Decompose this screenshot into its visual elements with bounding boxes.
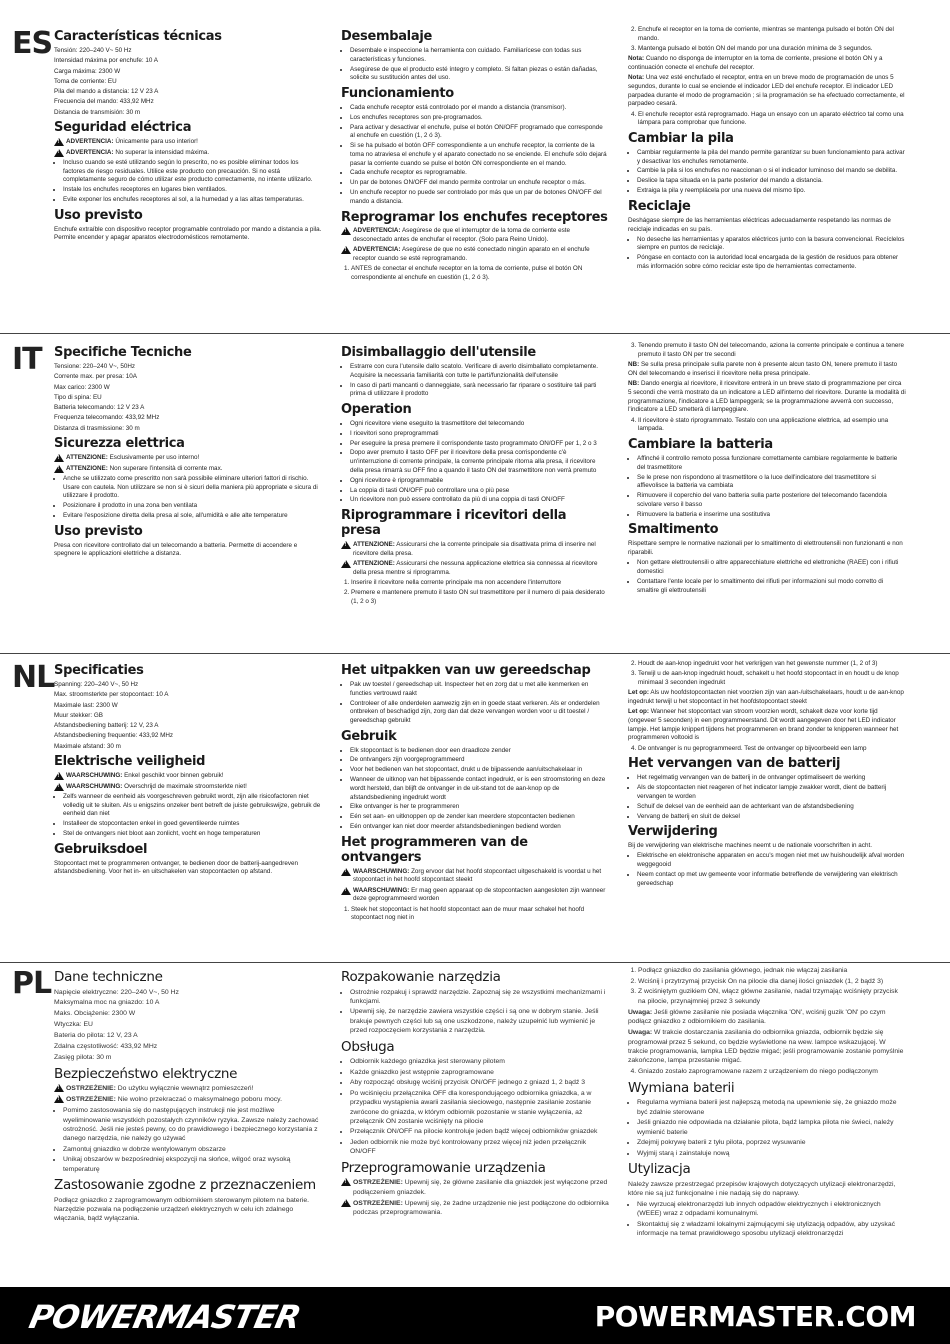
list-item: 2. Houdt de aan-knop ingedrukt voor het verkrijgen van het gewenste nummer (1, 2 of 3) bbox=[638, 660, 906, 669]
list-item: 4. De ontvanger is nu geprogrammeerd. Test de ontvanger op bijvoorbeeld een lamp bbox=[638, 745, 906, 754]
numbered-list bbox=[341, 579, 609, 606]
warning-label: WAARSCHUWING: bbox=[66, 782, 123, 790]
warning-icon bbox=[54, 465, 64, 473]
section-heading: Reciclaje bbox=[628, 198, 691, 214]
section-heading: Rozpakowanie narzędzia bbox=[341, 969, 501, 985]
bullet-list bbox=[341, 681, 609, 726]
section-es bbox=[0, 26, 950, 334]
list-item: • Evitare l'esposizione diretta della presa al sole, all'umidità e alle alte temperature bbox=[63, 512, 322, 521]
warning-line bbox=[341, 560, 609, 577]
list-item: • Eén set aan- en uitknoppen op de zender kan meerdere stopcontacten bedienen bbox=[350, 813, 609, 822]
warning-text: Upewnij się, że żadne urządzenie nie jest podłączone do odbiornika podczas przeprogramowania. bbox=[353, 1199, 609, 1217]
note-text: Una vez esté enchufado el receptor, entra en un breve modo de programación de unos 5 segundos, durante lo cual se enciende el indicador LED del enchufe receptor. El indicador LED parpadea durante el modo de programación ; si la programación se ha efectuado correctamente, el parpadeo cesará. bbox=[628, 74, 905, 108]
text-line: Bateria do pilota: 12 V, 23 A bbox=[54, 1032, 138, 1040]
note-line bbox=[628, 380, 906, 415]
text-line: Afstandsbediening batterij: 12 V, 23 A bbox=[54, 722, 159, 730]
section-heading: Características técnicas bbox=[54, 29, 222, 44]
text-line: Presa con ricevitore controllato dal un telecomando a batteria. Permette di accendere e spegnere le applicazioni elettriche a distanza. bbox=[54, 541, 298, 558]
numbered-list bbox=[628, 660, 906, 687]
list-item: • Anche se utilizzato come prescritto non sarà possibile eliminare ulteriori fattori di rischio. Usare con cautela. Non utilizzare se non si è sicuri della maniera più appropriate e sicura di utilizzare il prodotto. bbox=[63, 475, 322, 501]
note-line bbox=[628, 708, 906, 743]
text-line: Rispettare sempre le normative nazionali per lo smaltimento di elettroutensili non funzionanti e non riparabili. bbox=[628, 540, 903, 556]
list-item: • Rimuovere il coperchio del vano batteria sulla parte posteriore del telecomando facendola scivolare verso il basso bbox=[637, 492, 906, 509]
list-item: • Un enchufe receptor no puede ser controlado por más que un par de botones ON/OFF del mando a distancia. bbox=[350, 189, 609, 206]
text-line: Spanning: 220–240 V~, 50 Hz bbox=[54, 680, 139, 688]
list-item: 3. Z wciśniętym guzikiem ON, włącz główne zasilanie, nadal trzymając wciśnięty przycisk na pilocie, przynajmniej przez 3 sekundy bbox=[638, 987, 906, 1006]
bullet-list bbox=[341, 988, 609, 1036]
warning-line bbox=[54, 149, 322, 158]
column-1 bbox=[54, 342, 322, 561]
warning-label: ATTENZIONE: bbox=[66, 464, 108, 472]
list-item: • Unikaj obszarów w bezpośredniej ekspozycji na słońce, wilgoć oraz wysoką temperaturę bbox=[63, 1155, 322, 1174]
bullet-list bbox=[628, 455, 906, 519]
list-item: • Desembale e inspeccione la herramienta con cuidado. Familiarícese con todas sus características y funciones. bbox=[350, 47, 609, 64]
text-line: Frequenza telecomando: 433,92 MHz bbox=[54, 414, 160, 422]
section-heading: Cambiare la batteria bbox=[628, 437, 773, 453]
column-3 bbox=[628, 26, 906, 274]
text-line: Maks. Obciążenie: 2300 W bbox=[54, 1010, 136, 1018]
list-item: • Wanneer de uitknop van het bijpassende contact ingedrukt, er is een stroomstoring en deze wordt hersteld, dan blijft de ontvanger in de uit-stand tot de aan-knop op de afstandsbediening ingedrukt wordt bbox=[350, 776, 609, 802]
language-code: IT bbox=[12, 342, 42, 377]
section-heading: Zastosowanie zgodne z przeznaczeniem bbox=[54, 1177, 316, 1194]
list-item: • Stel de ontvangers niet bloot aan zonlicht, vocht en hoge temperaturen bbox=[63, 830, 322, 839]
bullet-list bbox=[341, 747, 609, 832]
list-item: • Posizionare il prodotto in una zona ben ventilata bbox=[63, 502, 322, 511]
list-item: • Deslice la tapa situada en la parte posterior del mando a distancia. bbox=[637, 177, 906, 186]
list-item: • Eén ontvanger kan niet door meerder afstandsbedieningen bediend worden bbox=[350, 823, 609, 832]
warning-icon bbox=[54, 149, 64, 157]
warning-label: WAARSCHUWING: bbox=[66, 772, 123, 780]
section-heading: Utylizacja bbox=[628, 1161, 691, 1178]
list-item: • Wyjmij starą i zainstaluje nową bbox=[637, 1149, 906, 1158]
warning-line bbox=[54, 1095, 322, 1104]
note-text: W trakcie dostarczania zasilania do odbiornika gniazda, odbiornik będzie się programował przez 5 sekund, co będzie wyświetlone na wew. lampce wskazującej. W trakcie programowania, lampka LED będzie migać; jeśli programowanie zostanie pomyślnie zakończone, lampa przestanie migać. bbox=[628, 1029, 904, 1065]
note-text: Als uw hoofdstopcontacten niet voorzien zijn van aan-/uitschakelaars, houdt u de aan-knop ingedrukt terwijl u het stopcontact in het hoofdstopcontact steekt bbox=[628, 689, 904, 705]
list-item: • Jeśli gniazdo nie odpowiada na działanie pilota, bądź lampka pilota nie świeci, należy wymienić baterie bbox=[637, 1118, 906, 1137]
warning-line bbox=[341, 227, 609, 244]
bullet-list bbox=[54, 475, 322, 521]
text-line: Zasięg pilota: 30 m bbox=[54, 1054, 112, 1062]
text-line: Stopcontact met te programmeren ontvanger, te bedienen door de batterij-aangedreven afstandsbediening. Voor het in- en uitschakelen van stopcontacten op afstand. bbox=[54, 859, 298, 876]
list-item: • Przełącznik ON/OFF na pilocie kontroluje jeden bądź więcej odbiorników gniazdek bbox=[350, 1127, 609, 1136]
note-label: Let op: bbox=[628, 689, 649, 697]
warning-label: WAARSCHUWING: bbox=[353, 886, 410, 894]
warning-line bbox=[341, 1199, 609, 1218]
list-item: • Voor het bedienen van het stopcontact, drukt u de bijpassende aan/uitschakelaar in bbox=[350, 766, 609, 775]
column-2 bbox=[341, 342, 609, 608]
list-item: • Controleer of alle onderdelen aanwezig zijn en in goede staat verkeren. Als er onderdelen ontbreken of beschadigd zijn, zorg dan dat deze vervangen worden voor u dit toestel / gereedschap gebruikt bbox=[350, 700, 609, 726]
list-item: • Dopo aver premuto il tasto OFF per il ricevitore della presa corrispondente c'è un'interruzione di corrente principale, la corrente principale ritorna alla presa, il ricevitore della presa rimarrà su OFF fino a quando il tasto ON del trasmettitore non verrà premuto bbox=[350, 449, 609, 475]
list-item: • Cambiar regularmente la pila del mando permite garantizar su buen funcionamiento para activar y desactivar los enchufes remotamente. bbox=[637, 149, 906, 166]
language-code: ES bbox=[12, 26, 53, 61]
text-line: Frecuencia del mando: 433,92 MHz bbox=[54, 98, 154, 106]
numbered-list bbox=[628, 26, 906, 53]
note-line bbox=[628, 689, 906, 706]
list-item: • Cada enchufe receptor es reprogramable. bbox=[350, 169, 609, 178]
warning-icon bbox=[341, 887, 351, 895]
warning-icon bbox=[341, 541, 351, 549]
column-2 bbox=[341, 660, 609, 925]
list-item: • Neem contact op met uw gemeente voor informatie betreffende de verwijdering van elektrisch gereedschap bbox=[637, 871, 906, 888]
section-heading: Uso previsto bbox=[54, 207, 143, 223]
warning-line bbox=[54, 783, 322, 792]
list-item: • Evite exponer los enchufes receptores al sol, a la humedad y a las altas temperaturas. bbox=[63, 196, 322, 205]
list-item: • Zdejmij pokrywę baterii z tyłu pilota, poprzez wysuwanie bbox=[637, 1138, 906, 1147]
list-item: 1. Podłącz gniazdko do zasilania głównego, jednak nie włączaj zasilania bbox=[638, 966, 906, 975]
note-text: Wanneer het stopcontact van stroom voorzien wordt, schakelt deze voor korte tijd (ongeveer 5 seconden) in een programmeerstand. Dit wordt aangegeven door het LED indicator lampje. Het lampje knippert tijdens het programmeren en brand zonder te knipperen wanneer het programmeren voltooid is bbox=[628, 708, 899, 742]
column-2 bbox=[341, 26, 609, 285]
warning-line bbox=[341, 246, 609, 263]
list-item: • Pak uw toestel / gereedschap uit. Inspecteer het en zorg dat u met alle kenmerken en functies vertrouwd raakt bbox=[350, 681, 609, 698]
section-heading: Wymiana baterii bbox=[628, 1079, 735, 1096]
note-label: Let op: bbox=[628, 708, 649, 716]
warning-line bbox=[341, 868, 609, 885]
warning-line bbox=[341, 887, 609, 904]
list-item: • Nie wyrzucaj elektronarzędzi lub innych odpadów elektrycznych i elektronicznych (WEEE) wraz z odpadami komunalnymi. bbox=[637, 1200, 906, 1219]
list-item: • Si se ha pulsado el botón OFF correspondiente a un enchufe receptor, la corriente de la toma no atraviesa el enchufe y el aparato conectado no se enciende. El enchufe sólo dejará pasar la corriente cuando se pulse el botón ON correspondiente en el mando. bbox=[350, 142, 609, 168]
list-item: 2. Wciśnij i przytrzymaj przycisk On na pilocie dla danej ilości gniazdek (1, 2 bądź 3) bbox=[638, 977, 906, 986]
warning-text: Assicurarsi che la corrente principale sia disattivata prima di inserire nel ricevitore della presa. bbox=[353, 541, 596, 557]
list-item: • Installeer de stopcontacten enkel in goed geventileerde ruimtes bbox=[63, 820, 322, 829]
warning-icon bbox=[341, 1178, 351, 1186]
bullet-list bbox=[628, 1098, 906, 1158]
list-item: • Para activar y desactivar el enchufe, pulse el botón ON/OFF programado que corresponde al enchufe en cuestión (1, 2 ó 3). bbox=[350, 124, 609, 141]
list-item: 1. ANTES de conectar el enchufe receptor en la toma de corriente, pulse el botón ON correspondiente al enchufe en cuestión (1, 2 ó 3). bbox=[351, 265, 609, 282]
text-line: Podłącz gniazdko z zaprogramowanym odbiornikiem sterowanym pilotem na baterie. Narzędzie pozwala na podłączenie urządzeń elektrycznych w celu ich zdalnego włączania, bądź wyłączania. bbox=[54, 1196, 310, 1223]
text-line: Wtyczka: EU bbox=[54, 1021, 93, 1029]
section-heading: Seguridad eléctrica bbox=[54, 120, 192, 136]
section-heading: Het uitpakken van uw gereedschap bbox=[341, 663, 591, 678]
column-1 bbox=[54, 660, 322, 879]
section-heading: Smaltimento bbox=[628, 522, 719, 538]
text-line: Distancia de transmisión: 30 m bbox=[54, 108, 141, 116]
list-item: • Aby rozpocząć obsługę wciśnij przycisk ON/OFF jednego z gniazd 1, 2 bądź 3 bbox=[350, 1078, 609, 1087]
list-item: • Cada enchufe receptor está controlado por el mando a distancia (transmisor). bbox=[350, 104, 609, 113]
list-item: • Incluso cuando se esté utilizando según lo prescrito, no es posible eliminar todos los factores de riesgo residuales. Utilice este producto con precaución. Si no está completamente seguro de cómo utilizar este producto correctamente, no intente utilizarlo. bbox=[63, 159, 322, 185]
warning-label: ADVERTENCIA: bbox=[66, 148, 114, 156]
text-line: Max carico: 2300 W bbox=[54, 383, 110, 391]
warning-label: ADVERTENCIA: bbox=[353, 246, 401, 254]
list-item: • Rimuovere la batteria e inserirne una sostitutiva bbox=[637, 511, 906, 520]
warning-text: Únicamente para uso interior! bbox=[113, 138, 198, 146]
text-line: Deshágase siempre de las herramientas eléctricas adecuadamente respetando las normas de reciclaje indicadas en su país. bbox=[628, 216, 891, 233]
warning-text: Esclusivamente per uso interno! bbox=[107, 454, 200, 462]
section-heading: Operation bbox=[341, 401, 412, 417]
text-line: Batteria telecomando: 12 V 23 A bbox=[54, 404, 145, 412]
list-item: • Ogni ricevitore viene eseguito la trasmettitore del telecomando bbox=[350, 420, 609, 429]
warning-line bbox=[54, 1084, 322, 1093]
text-line: Muur stekker: GB bbox=[54, 711, 103, 719]
text-line: Maximale afstand: 30 m bbox=[54, 742, 121, 750]
bullet-list bbox=[628, 559, 906, 595]
footer-bar bbox=[0, 1287, 950, 1344]
text-line: Napięcie elektryczne: 220–240 V~, 50 Hz bbox=[54, 988, 179, 996]
note-text: Jeśli główne zasilanie nie posiada włącznika 'ON', wciśnij guzik 'ON' po czym podłącz gniazdko z odbiornikiem do zasilania. bbox=[628, 1008, 886, 1026]
warning-icon bbox=[341, 560, 351, 568]
numbered-list bbox=[341, 906, 609, 923]
warning-text: Overschrijd de maximale stroomsterkte niet! bbox=[122, 782, 247, 790]
section-heading: Obsługa bbox=[341, 1038, 395, 1055]
note-label: Uwaga: bbox=[628, 1029, 653, 1037]
column-3 bbox=[628, 660, 906, 890]
list-item: • Ogni ricevitore è riprogrammabile bbox=[350, 477, 609, 486]
list-item: • Un par de botones ON/OFF del mando permite controlar un enchufe receptor o más. bbox=[350, 179, 609, 188]
section-heading: Cambiar la pila bbox=[628, 130, 734, 146]
list-item: • Po wciśnięciu przełącznika OFF dla korespondującego odbiornika gniazdka, a w przypadku wystąpienia awarii zasilania sieciowego, następnie zasilanie zostanie zwrócone do gniazda, w którym odbiornik pozostanie w stanie wyłączenia, aż przełącznik ON zostanie wciśnięty na pilocie bbox=[350, 1089, 609, 1127]
list-item: 3. Terwijl u de aan-knop ingedrukt houdt, schakelt u het hoofd stopcontact in en houdt u de knop minimaal 3 seconden ingedrukt bbox=[638, 670, 906, 687]
list-item: • Instale los enchufes receptores en lugares bien ventilados. bbox=[63, 186, 322, 195]
section-heading: Gebruiksdoel bbox=[54, 841, 148, 857]
list-item: 1. Steek het stopcontact is het hoofd stopcontact aan de muur maar schakel het hoofd stopcontact nog niet in bbox=[351, 906, 609, 923]
note-line bbox=[628, 1028, 906, 1066]
note-line bbox=[628, 361, 906, 378]
note-line bbox=[628, 55, 906, 72]
numbered-list bbox=[628, 417, 906, 434]
section-heading: Het programmeren van de ontvangers bbox=[341, 834, 528, 865]
bullet-list bbox=[628, 1200, 906, 1239]
list-item: • De ontvangers zijn voorgeprogrammeerd bbox=[350, 756, 609, 765]
section-nl bbox=[0, 660, 950, 963]
list-item: • In caso di parti mancanti o danneggiate, sarà necessario far riparare o sostituire tali parti prima di utilizzare il prodotto bbox=[350, 382, 609, 399]
note-line bbox=[628, 1008, 906, 1027]
warning-label: OSTRZEŻENIE: bbox=[66, 1096, 116, 1104]
text-line: Carga máxima: 2300 W bbox=[54, 67, 121, 75]
warning-line bbox=[54, 138, 322, 147]
bullet-list bbox=[54, 793, 322, 839]
section-heading: Gebruik bbox=[341, 728, 397, 744]
text-line: Enchufe extraíble con dispositivo receptor programable controlado por mando a distancia a pila. Permite encender y apagar aparatos electrodomésticos remotamente. bbox=[54, 225, 322, 242]
list-item: • Affinché il controllo remoto possa funzionare correttamente cambiare regolarmente le batterie del trasmettitore bbox=[637, 455, 906, 472]
section-heading: Dane techniczne bbox=[54, 969, 163, 985]
note-label: Nota: bbox=[628, 55, 645, 63]
warning-label: ATTENZIONE: bbox=[66, 454, 108, 462]
bullet-list bbox=[628, 774, 906, 821]
warning-text: No superar la intensidad máxima. bbox=[113, 148, 210, 156]
note-text: Dando energia al ricevitore, il ricevitore entrerà in un breve stato di programmazione per circa 5 secondi che verrà mostrato da un indicatore a LED all'interno del ricevitore. Durante la modalità di programmazione, l'indicatore a LED lampeggerà; se la programmazione avverrà con successo, l'indicatore a LED smetterà di lampeggiare. bbox=[628, 380, 906, 414]
note-label: Nota: bbox=[628, 74, 645, 82]
warning-line bbox=[341, 1178, 609, 1197]
section-heading: Elektrische veiligheid bbox=[54, 754, 206, 770]
list-item: • Asegúrese de que el producto esté íntegro y completo. Si faltan piezas o están dañadas, solicite su sustitución antes del uso. bbox=[350, 66, 609, 83]
text-line: Maximale last: 2300 W bbox=[54, 701, 118, 709]
list-item: • Elke ontvanger is her te programmeren bbox=[350, 803, 609, 812]
list-item: • Odbiornik każdego gniazdka jest sterowany pilotem bbox=[350, 1057, 609, 1066]
warning-text: Non superare l'intensità di corrente max. bbox=[107, 464, 223, 472]
list-item: 4. Il ricevitore è stato riprogrammato. Testalo con una applicazione elettrica, ad esempio una lampada. bbox=[638, 417, 906, 434]
warning-line bbox=[54, 772, 322, 781]
section-heading: Riprogrammare i ricevitori della presa bbox=[341, 508, 567, 539]
list-item: • Zamontuj gniazdko w dobrze wentylowanym obszarze bbox=[63, 1145, 322, 1154]
section-it bbox=[0, 342, 950, 654]
warning-icon bbox=[54, 1084, 64, 1092]
text-line: Należy zawsze przestrzegać przepisów krajowych dotyczących utylizacji elektronarzędzi, które nie są już funkcjonalne i nie nadają się do naprawy. bbox=[628, 1180, 896, 1197]
warning-icon bbox=[341, 246, 351, 254]
list-item: • Non gettare elettroutensili o altre apparecchiature elettriche ed elettroniche (RAEE) con i rifiuti domestici bbox=[637, 559, 906, 576]
note-text: Se sulla presa principale sulla parete non è presente alcun tasto ON, tenere premuto il tasto ON del telecomando e inserisci il ricevitore nella presa principale. bbox=[628, 361, 898, 378]
note-text: Cuando no disponga de interruptor en la toma de corriente, presione el botón ON y a continuación conecte el enchufe del receptor. bbox=[628, 55, 883, 71]
list-item: 2. Enchufe el receptor en la toma de corriente, mientras se mantenga pulsado el botón ON del mando. bbox=[638, 26, 906, 43]
list-item: • Upewnij się, że narzędzie zawiera wszystkie części i są one w dobrym stanie. Jeśli brakuje pewnych części lub są one uszkodzone, należy uzupełnić lub wymienić je przed rozpoczęciem korzystania z narzędzia. bbox=[350, 1007, 609, 1035]
numbered-list bbox=[628, 342, 906, 359]
column-3 bbox=[628, 966, 906, 1241]
list-item: • Elk stopcontact is te bedienen door een draadloze zender bbox=[350, 747, 609, 756]
list-item: • Het regelmatig vervangen van de batterij in de ontvanger optimaliseert de werking bbox=[637, 774, 906, 783]
section-heading: Specificaties bbox=[54, 663, 144, 678]
text-line: Tipo di spina: EU bbox=[54, 393, 102, 401]
list-item: • Regularna wymiana baterii jest najlepszą metodą na upewnienie się, że gniazdo może być zdalnie sterowane bbox=[637, 1098, 906, 1117]
text-line: Intensidad máxima por enchufe: 10 A bbox=[54, 57, 158, 65]
text-line: Distanza di trasmissione: 30 m bbox=[54, 424, 140, 432]
warning-text: Zorg ervoor dat het hoofd stopcontact uitgeschakeld is voordat u het stopcontact in het hoofd stopcontact steekt bbox=[353, 867, 602, 884]
list-item: • Póngase en contacto con la autoridad local encargada de la gestión de residuos para obtener más información sobre cómo reciclar este tipo de herramientas correctamente. bbox=[637, 254, 906, 271]
list-item: • Skontaktuj się z władzami lokalnymi zajmującymi się utylizacją odpadów, aby uzyskać informacje na temat prawidłowego sposobu utylizacji elektronarzędzi bbox=[637, 1220, 906, 1239]
list-item: • Zelfs wanneer de eenheid als voorgeschreven gebruikt wordt, zijn alle risicofactoren niet volledig uit te sluiten. Als u enigszins onzeker bent betreft de juiste gebruikswijze, gebruik de eenheid dan niet bbox=[63, 793, 322, 819]
text-line: Tensione: 220–240 V~, 50Hz bbox=[54, 362, 136, 370]
section-heading: Verwijdering bbox=[628, 824, 718, 840]
warning-label: OSTRZEŻENIE: bbox=[353, 1179, 403, 1187]
column-3 bbox=[628, 342, 906, 597]
warning-text: Asegúrese de que no esté conectado ningún aparato en el enchufe receptor cuando se esté reprogramando. bbox=[353, 246, 590, 263]
warning-line bbox=[54, 465, 322, 474]
numbered-list bbox=[628, 966, 906, 1006]
numbered-list bbox=[628, 111, 906, 128]
section-heading: Disimballaggio dell'utensile bbox=[341, 345, 536, 360]
list-item: 3. Mantenga pulsado el botón ON del mando por una duración mínima de 3 segundos. bbox=[638, 45, 906, 54]
list-item: • Cambie la pila si los enchufes no reaccionan o si el indicador luminoso del mando se debilita. bbox=[637, 167, 906, 176]
note-label: NB: bbox=[628, 380, 640, 388]
warning-text: Nie wolno przekraczać o maksymalnego poboru mocy. bbox=[115, 1096, 282, 1104]
list-item: • Ostrożnie rozpakuj i sprawdź narzędzie. Zapoznaj się ze wszystkimi mechanizmami i funkcjami. bbox=[350, 988, 609, 1007]
text-line: Max. stroomsterkte per stopcontact: 10 A bbox=[54, 691, 169, 699]
warning-line bbox=[341, 541, 609, 558]
numbered-list bbox=[341, 265, 609, 282]
warning-text: Er mag geen apparaat op de stopcontacten aangesloten zijn wanneer deze geprogrammeerd worden bbox=[353, 886, 606, 903]
note-label: Uwaga: bbox=[628, 1008, 653, 1016]
bullet-list bbox=[341, 47, 609, 83]
list-item: • Estrarre con cura l'utensile dallo scatolo. Verificare di averlo disimballato completamente. Acquisire la necessaria familiarità con tutte le parti/funzionalità dell'utensile bbox=[350, 363, 609, 380]
bullet-list bbox=[54, 1106, 322, 1174]
warning-label: OSTRZEŻENIE: bbox=[353, 1199, 403, 1207]
bullet-list bbox=[341, 104, 609, 207]
warning-text: Asegúrese de que el interruptor de la toma de corriente este desconectado antes de enchufar el receptor. (Solo para Reino Unido). bbox=[353, 227, 570, 244]
section-heading: Uso previsto bbox=[54, 523, 143, 539]
section-pl bbox=[0, 966, 950, 1282]
warning-label: ATTENZIONE: bbox=[353, 541, 395, 548]
section-heading: Desembalaje bbox=[341, 29, 432, 44]
list-item: • Vervang de batterij en sluit de deksel bbox=[637, 813, 906, 822]
list-item: • Każde gniazdko jest wstępnie zaprogramowane bbox=[350, 1068, 609, 1077]
list-item: 1. Inserire il ricevitore nella corrente principale ma non accendere l'interruttore bbox=[351, 579, 609, 588]
warning-icon bbox=[341, 868, 351, 876]
section-heading: Funcionamiento bbox=[341, 85, 454, 101]
column-1 bbox=[54, 26, 322, 245]
list-item: • Elektrische en elektronische apparaten en accu's mogen niet met uw huishoudelijk afval worden weggegooid bbox=[637, 852, 906, 869]
brand-logo: POWERMASTER bbox=[25, 1298, 304, 1336]
bullet-list bbox=[628, 852, 906, 888]
column-2 bbox=[341, 966, 609, 1219]
text-line: Pila del mando a distancia: 12 V 23 A bbox=[54, 88, 159, 96]
list-item: • La coppia di tasti ON/OFF può controllare una o più pese bbox=[350, 487, 609, 496]
section-heading: Sicurezza elettrica bbox=[54, 436, 185, 452]
list-item: • Los enchufes receptores son pre-programados. bbox=[350, 114, 609, 123]
language-code: NL bbox=[12, 660, 55, 695]
warning-label: ADVERTENCIA: bbox=[353, 227, 401, 235]
numbered-list bbox=[628, 1067, 906, 1076]
list-item: • Pomimo zastosowania się do następujących instrukcji nie jest możliwe wyeliminowanie wszystkich pozostałych czynników ryzyka. Zawsze należy zachować ostrożność. Jeśli nie jesteś pewny, co do prawidłowego i bezpiecznego korzystania z danego narzędzia, nie należy go używać bbox=[63, 1106, 322, 1144]
warning-text: Do użytku wyłącznie wewnątrz pomieszczeń! bbox=[115, 1085, 254, 1093]
language-code: PL bbox=[12, 966, 52, 1001]
list-item: • Contattare l'ente locale per lo smaltimento dei rifiuti per informazioni sul modo corretto di smaltire gli elettroutensili bbox=[637, 578, 906, 595]
list-item: • Schuif de deksel van de eenheid aan de achterkant van de afstandsbediening bbox=[637, 803, 906, 812]
column-1 bbox=[54, 966, 322, 1225]
note-label: NB: bbox=[628, 361, 640, 369]
warning-text: Upewnij się, że główne zasilanie dla gniazdek jest wyłączone przed podłączeniem gniazdek. bbox=[353, 1179, 608, 1196]
warning-label: ADVERTENCIA: bbox=[66, 138, 114, 146]
warning-text: Enkel geschikt voor binnen gebruik! bbox=[122, 772, 224, 780]
text-line: Zdalna częstotliwość: 433,92 MHz bbox=[54, 1043, 158, 1051]
section-heading: Het vervangen van de batterij bbox=[628, 756, 841, 772]
warning-icon bbox=[54, 1095, 64, 1103]
warning-label: OSTRZEŻENIE: bbox=[66, 1085, 116, 1093]
warning-icon bbox=[54, 772, 64, 780]
list-item: • Un ricevitore non può essere controllato da più di una coppia di tasti ON/OFF bbox=[350, 496, 609, 505]
warning-line bbox=[54, 454, 322, 463]
list-item: • Extraiga la pila y reemplácela por una nueva del mismo tipo. bbox=[637, 187, 906, 196]
list-item: 2. Premere e mantenere premuto il tasto ON sul trasmettitore per il numero di paia desiderato (1, 2 o 3) bbox=[351, 589, 609, 606]
text-line: Toma de corriente: EU bbox=[54, 77, 117, 85]
warning-label: ATTENZIONE: bbox=[353, 559, 395, 567]
list-item: • Als de stopcontacten niet reageren of het indicator lampje zwakker wordt, dient de batterij vervangen te worden bbox=[637, 784, 906, 801]
section-heading: Przeprogramowanie urządzenia bbox=[341, 1159, 546, 1176]
section-heading: Specifiche Tecniche bbox=[54, 345, 192, 360]
list-item: • No deseche las herramientas y aparatos eléctricos junto con la basura convencional. Recíclelos siempre en puntos de reciclaje. bbox=[637, 236, 906, 253]
warning-icon bbox=[54, 454, 64, 462]
text-line: Afstandsbediening frequentie: 433,92 MHz bbox=[54, 732, 174, 740]
list-item: • Per eseguire la presa premere il corrispondente tasto programmato ON/OFF per 1, 2 o 3 bbox=[350, 440, 609, 449]
list-item: • Se le prese non rispondono al trasmettitore o la luce dell'indicatore del trasmettitore si affievolisce la batteria va cambiata bbox=[637, 474, 906, 491]
bullet-list bbox=[628, 236, 906, 272]
note-line bbox=[628, 74, 906, 109]
list-item: • I ricevitori sono preprogrammati bbox=[350, 430, 609, 439]
text-line: Tensión: 220–240 V~ 50 Hz bbox=[54, 46, 132, 54]
list-item: 4. El enchufe receptor está reprogramado. Haga un ensayo con un aparato eléctrico tal como una lámpara para comprobar que funcione. bbox=[638, 111, 906, 128]
text-line: Bij de verwijdering van elektrische machines neemt u de nationale voorschriften in acht. bbox=[628, 842, 872, 850]
warning-icon bbox=[54, 783, 64, 791]
list-item: 3. Tenendo premuto il tasto ON del telecomando, aziona la corrente principale e continua a tenere premuto il tasto ON per tre secondi bbox=[638, 342, 906, 359]
bullet-list bbox=[54, 159, 322, 205]
warning-icon bbox=[341, 227, 351, 235]
warning-icon bbox=[341, 1199, 351, 1207]
warning-label: WAARSCHUWING: bbox=[353, 867, 410, 875]
bullet-list bbox=[628, 149, 906, 196]
bullet-list bbox=[341, 420, 609, 505]
section-heading: Reprogramar los enchufes receptores bbox=[341, 209, 608, 225]
warning-icon bbox=[54, 138, 64, 146]
text-line: Maksymalna moc na gniazdo: 10 A bbox=[54, 999, 160, 1007]
warning-text: Assicurarsi che nessuna applicazione elettrica sia connessa al ricevitore della presa mentre si riprogramma. bbox=[353, 559, 598, 576]
section-heading: Bezpieczeństwo elektryczne bbox=[54, 1065, 238, 1082]
bullet-list bbox=[341, 1057, 609, 1157]
bullet-list bbox=[341, 363, 609, 399]
numbered-list bbox=[628, 745, 906, 754]
list-item: • Jeden odbiornik nie może być kontrolowany przez więcej niż jeden przełącznik ON/OFF bbox=[350, 1138, 609, 1157]
list-item: 4. Gniazdo zostało zaprogramowane razem z urządzeniem do niego podłączonym bbox=[638, 1067, 906, 1076]
text-line: Corrente max. per presa: 10A bbox=[54, 373, 137, 381]
website-url: POWERMASTER.COM bbox=[594, 1300, 916, 1333]
